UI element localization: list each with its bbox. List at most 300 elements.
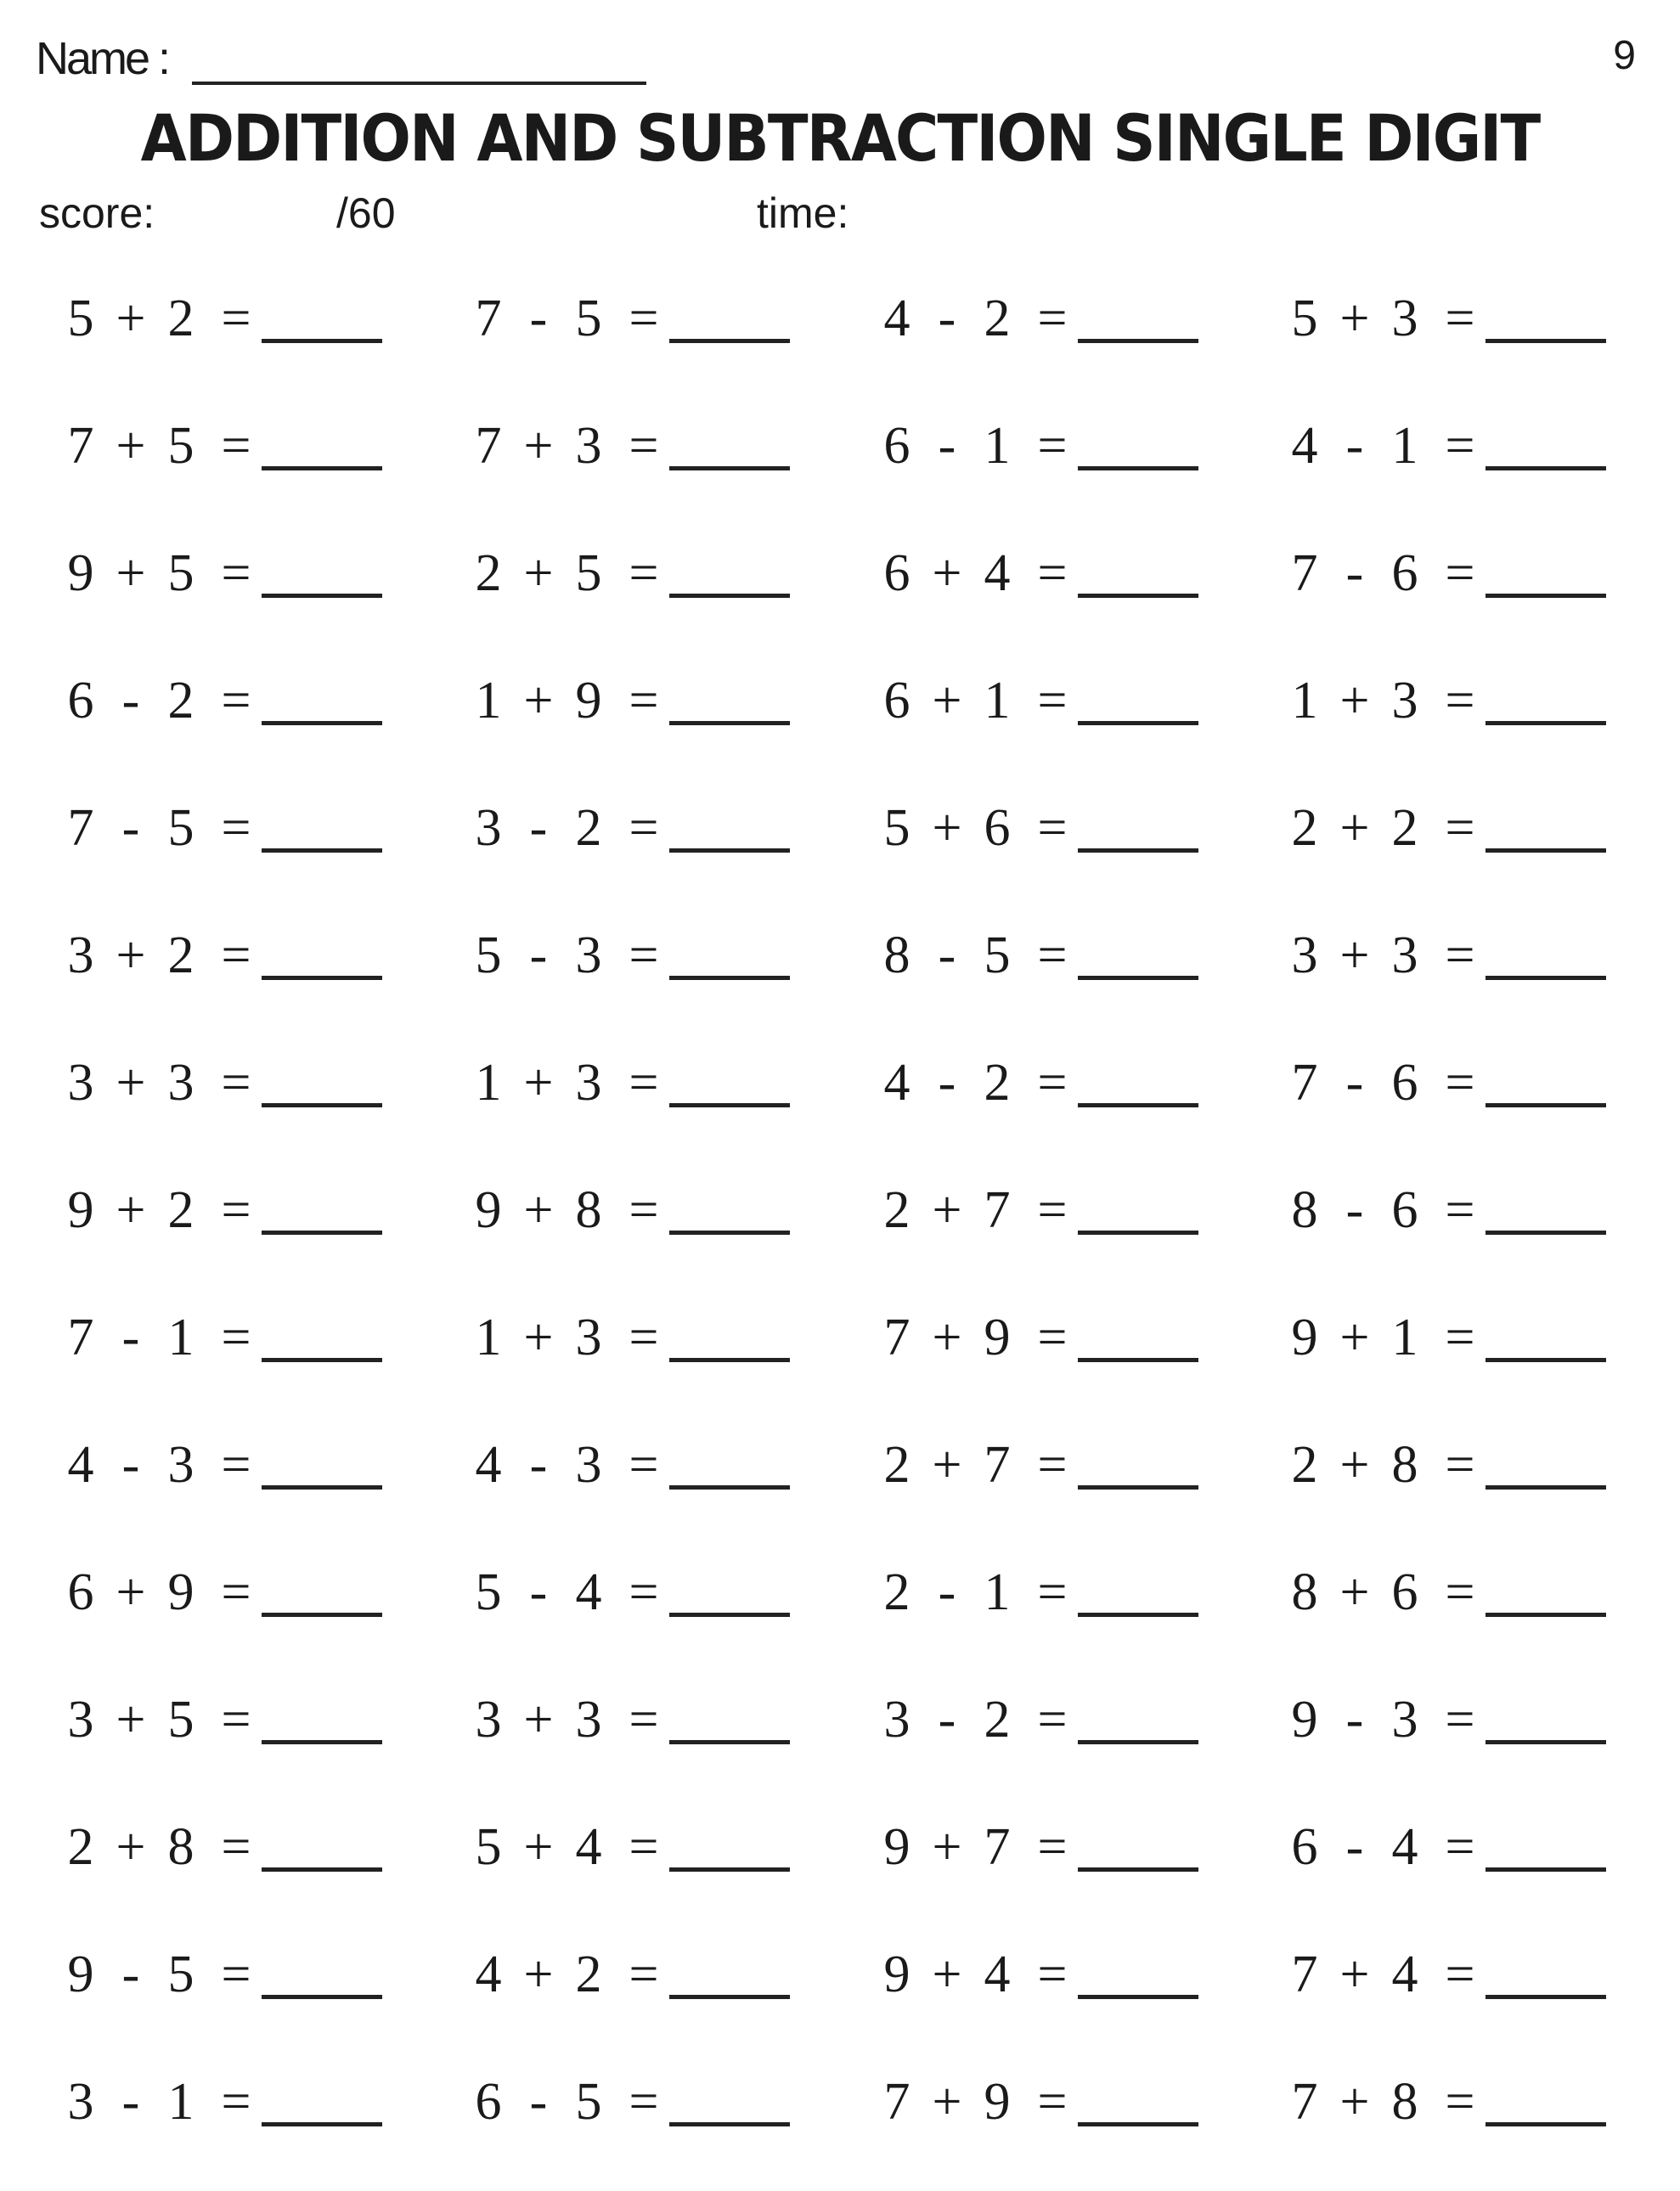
name-field-row	[36, 32, 646, 85]
operand-a: 7	[67, 416, 94, 475]
equals-sign: =	[1445, 671, 1475, 729]
equals-sign: =	[629, 544, 659, 602]
answer-blank[interactable]	[262, 2078, 382, 2126]
operator: -	[1345, 1053, 1364, 1112]
operator: +	[1339, 1945, 1370, 2003]
equals-sign: =	[1037, 1817, 1068, 1876]
problem	[469, 535, 790, 611]
equals-sign: =	[1445, 1053, 1475, 1112]
operand-b: 3	[575, 416, 602, 475]
operand-b: 3	[575, 926, 602, 984]
answer-blank[interactable]	[262, 295, 382, 343]
operator: -	[529, 926, 548, 984]
equals-sign: =	[629, 1817, 659, 1876]
operand-b: 3	[575, 1308, 602, 1366]
equals-sign: =	[1037, 1435, 1068, 1494]
answer-blank[interactable]	[669, 1823, 790, 1872]
operand-b: 3	[575, 1053, 602, 1112]
operand-b: 2	[167, 1180, 194, 1239]
operator: -	[1345, 416, 1364, 475]
equals-sign: =	[221, 1690, 251, 1749]
problem	[1285, 662, 1606, 739]
answer-blank[interactable]	[1486, 677, 1606, 725]
equals-sign: =	[1037, 2072, 1068, 2131]
operand-a: 7	[475, 416, 502, 475]
operator: -	[121, 798, 140, 857]
problem	[877, 280, 1198, 357]
operand-a: 7	[883, 2072, 910, 2131]
operator: -	[938, 1563, 956, 1621]
operator: +	[523, 1690, 554, 1749]
answer-blank[interactable]	[1078, 295, 1198, 343]
operand-b: 4	[984, 1945, 1011, 2003]
operand-a: 3	[67, 926, 94, 984]
equals-sign: =	[1445, 926, 1475, 984]
problem-row	[0, 790, 1680, 917]
operand-a: 7	[67, 1308, 94, 1366]
answer-blank[interactable]	[1486, 1314, 1606, 1362]
equals-sign: =	[1445, 1817, 1475, 1876]
operator: +	[523, 1308, 554, 1366]
operand-a: 2	[883, 1435, 910, 1494]
problem	[469, 1045, 790, 1121]
equals-sign: =	[629, 2072, 659, 2131]
operand-b: 1	[167, 1308, 194, 1366]
equals-sign: =	[221, 1435, 251, 1494]
time-label: time:	[757, 189, 849, 237]
operand-a: 6	[883, 544, 910, 602]
operand-b: 6	[1391, 1563, 1418, 1621]
operand-a: 3	[475, 1690, 502, 1749]
equals-sign: =	[1445, 1180, 1475, 1239]
problem	[1285, 1045, 1606, 1121]
operand-a: 2	[67, 1817, 94, 1876]
problem	[877, 1299, 1198, 1376]
answer-blank[interactable]	[669, 677, 790, 725]
operand-a: 3	[67, 2072, 94, 2131]
answer-blank[interactable]	[669, 932, 790, 980]
equals-sign: =	[221, 1053, 251, 1112]
equals-sign: =	[1445, 289, 1475, 347]
operator: -	[529, 1435, 548, 1494]
operand-b: 2	[575, 1945, 602, 2003]
operator: +	[1339, 1308, 1370, 1366]
equals-sign: =	[629, 1053, 659, 1112]
answer-blank[interactable]	[1486, 1186, 1606, 1235]
operand-a: 1	[1291, 671, 1318, 729]
operand-a: 8	[1291, 1180, 1318, 1239]
problem	[61, 408, 382, 484]
problem	[61, 790, 382, 866]
operand-b: 5	[167, 544, 194, 602]
operand-b: 3	[1391, 671, 1418, 729]
operator: +	[523, 1053, 554, 1112]
answer-blank[interactable]	[1078, 1823, 1198, 1872]
answer-blank[interactable]	[262, 932, 382, 980]
equals-sign: =	[629, 671, 659, 729]
problem	[1285, 790, 1606, 866]
operator: +	[1339, 2072, 1370, 2131]
answer-blank[interactable]	[669, 549, 790, 598]
problem	[469, 1172, 790, 1248]
equals-sign: =	[1445, 416, 1475, 475]
operand-a: 9	[1291, 1308, 1318, 1366]
operand-a: 6	[883, 416, 910, 475]
answer-blank[interactable]	[669, 1059, 790, 1107]
answer-blank[interactable]	[1486, 1696, 1606, 1744]
operator: +	[932, 798, 962, 857]
problem	[469, 2064, 790, 2140]
operand-a: 9	[883, 1817, 910, 1876]
operator: -	[121, 671, 140, 729]
problem	[61, 1809, 382, 1885]
equals-sign: =	[221, 289, 251, 347]
operand-b: 2	[984, 1053, 1011, 1112]
operand-b: 3	[575, 1435, 602, 1494]
operand-b: 8	[1391, 2072, 1418, 2131]
answer-blank[interactable]	[262, 1569, 382, 1617]
equals-sign: =	[221, 1817, 251, 1876]
problem	[1285, 535, 1606, 611]
operand-a: 9	[67, 1945, 94, 2003]
answer-blank[interactable]	[1486, 1951, 1606, 1999]
operator: -	[1345, 1180, 1364, 1239]
equals-sign: =	[221, 798, 251, 857]
answer-blank[interactable]	[1486, 549, 1606, 598]
equals-sign: =	[1037, 671, 1068, 729]
operator: +	[523, 1180, 554, 1239]
operator: +	[1339, 926, 1370, 984]
equals-sign: =	[221, 416, 251, 475]
operand-a: 6	[1291, 1817, 1318, 1876]
operand-b: 3	[1391, 289, 1418, 347]
problem	[877, 917, 1198, 994]
operand-a: 1	[475, 1053, 502, 1112]
equals-sign: =	[221, 544, 251, 602]
answer-blank[interactable]	[1078, 422, 1198, 470]
operand-a: 5	[67, 289, 94, 347]
answer-blank[interactable]	[1078, 1314, 1198, 1362]
score-total: /60	[336, 189, 396, 237]
answer-blank[interactable]	[1078, 932, 1198, 980]
problem-row	[0, 1554, 1680, 1681]
problem	[1285, 1299, 1606, 1376]
operand-b: 4	[1391, 1817, 1418, 1876]
operator: -	[529, 289, 548, 347]
answer-blank[interactable]	[262, 677, 382, 725]
operand-b: 5	[167, 416, 194, 475]
problem	[1285, 408, 1606, 484]
equals-sign: =	[1037, 1308, 1068, 1366]
problem	[1285, 1427, 1606, 1503]
problem	[877, 662, 1198, 739]
operator: +	[932, 671, 962, 729]
operator: +	[932, 2072, 962, 2131]
problem	[469, 1427, 790, 1503]
operator: +	[932, 1817, 962, 1876]
operand-a: 6	[67, 671, 94, 729]
operand-b: 5	[575, 2072, 602, 2131]
operand-b: 2	[1391, 798, 1418, 857]
operator: +	[1339, 798, 1370, 857]
operand-a: 5	[1291, 289, 1318, 347]
operand-b: 2	[984, 1690, 1011, 1749]
operand-a: 1	[475, 1308, 502, 1366]
operand-a: 9	[883, 1945, 910, 2003]
answer-blank[interactable]	[1486, 1823, 1606, 1872]
problem	[61, 1045, 382, 1121]
answer-blank[interactable]	[262, 1823, 382, 1872]
operand-b: 2	[167, 671, 194, 729]
answer-blank[interactable]	[1078, 1441, 1198, 1490]
answer-blank[interactable]	[669, 1186, 790, 1235]
operator: -	[121, 1435, 140, 1494]
equals-sign: =	[1445, 798, 1475, 857]
operand-b: 1	[1391, 1308, 1418, 1366]
operator: +	[1339, 289, 1370, 347]
problem	[877, 790, 1198, 866]
problem	[61, 1299, 382, 1376]
operator: +	[116, 544, 146, 602]
problem	[61, 2064, 382, 2140]
answer-blank[interactable]	[262, 1059, 382, 1107]
equals-sign: =	[1037, 926, 1068, 984]
operand-a: 2	[1291, 1435, 1318, 1494]
operand-a: 5	[475, 1563, 502, 1621]
answer-blank[interactable]	[1078, 1186, 1198, 1235]
operator: +	[523, 416, 554, 475]
answer-blank[interactable]	[669, 422, 790, 470]
operand-a: 3	[67, 1053, 94, 1112]
operand-b: 2	[167, 926, 194, 984]
problem	[877, 1172, 1198, 1248]
answer-blank[interactable]	[669, 2078, 790, 2126]
answer-blank[interactable]	[1486, 1569, 1606, 1617]
operand-a: 2	[883, 1180, 910, 1239]
answer-blank[interactable]	[1486, 422, 1606, 470]
operand-b: 1	[167, 2072, 194, 2131]
operand-a: 3	[883, 1690, 910, 1749]
equals-sign: =	[1037, 1945, 1068, 2003]
problem-row	[0, 917, 1680, 1045]
operator: +	[932, 544, 962, 602]
equals-sign: =	[629, 1945, 659, 2003]
operand-b: 6	[984, 798, 1011, 857]
problem	[1285, 2064, 1606, 2140]
operand-a: 2	[1291, 798, 1318, 857]
operand-a: 4	[67, 1435, 94, 1494]
answer-blank[interactable]	[1486, 2078, 1606, 2126]
operator: -	[938, 1053, 956, 1112]
problem	[877, 1681, 1198, 1758]
answer-blank[interactable]	[1486, 295, 1606, 343]
problem-row	[0, 408, 1680, 535]
problem	[1285, 917, 1606, 994]
operand-b: 3	[575, 1690, 602, 1749]
answer-blank[interactable]	[262, 804, 382, 853]
operand-a: 4	[883, 1053, 910, 1112]
operand-a: 7	[1291, 1053, 1318, 1112]
operand-b: 5	[167, 1945, 194, 2003]
answer-blank[interactable]	[262, 1186, 382, 1235]
operator: -	[938, 1690, 956, 1749]
operand-a: 9	[67, 544, 94, 602]
operand-a: 5	[475, 1817, 502, 1876]
answer-blank[interactable]	[262, 422, 382, 470]
problem	[469, 280, 790, 357]
problem	[469, 1299, 790, 1376]
equals-sign: =	[629, 1180, 659, 1239]
operand-a: 5	[475, 926, 502, 984]
problem	[61, 917, 382, 994]
answer-blank[interactable]	[1486, 1059, 1606, 1107]
problem	[61, 1427, 382, 1503]
equals-sign: =	[221, 1563, 251, 1621]
operand-b: 2	[575, 798, 602, 857]
problem	[1285, 1936, 1606, 2013]
answer-blank[interactable]	[262, 1951, 382, 1999]
answer-blank[interactable]	[669, 804, 790, 853]
problem-row	[0, 1427, 1680, 1554]
problem	[469, 662, 790, 739]
problem	[877, 1045, 1198, 1121]
operator: +	[932, 1180, 962, 1239]
operand-b: 6	[1391, 1180, 1418, 1239]
answer-blank[interactable]	[1486, 1441, 1606, 1490]
operand-b: 2	[167, 289, 194, 347]
answer-blank[interactable]	[669, 1441, 790, 1490]
answer-blank[interactable]	[1078, 1951, 1198, 1999]
equals-sign: =	[1445, 1945, 1475, 2003]
operator: +	[932, 1435, 962, 1494]
operand-a: 7	[1291, 544, 1318, 602]
operand-b: 9	[167, 1563, 194, 1621]
operand-b: 8	[1391, 1435, 1418, 1494]
equals-sign: =	[221, 1308, 251, 1366]
equals-sign: =	[629, 926, 659, 984]
answer-blank[interactable]	[669, 1569, 790, 1617]
problem	[1285, 280, 1606, 357]
answer-blank[interactable]	[669, 1951, 790, 1999]
operator: -	[121, 1308, 140, 1366]
answer-blank[interactable]	[1078, 1059, 1198, 1107]
operator: +	[116, 416, 146, 475]
operand-b: 6	[1391, 1053, 1418, 1112]
problem-row	[0, 1681, 1680, 1809]
operand-b: 5	[167, 1690, 194, 1749]
operand-b: 5	[575, 289, 602, 347]
operand-b: 7	[984, 1180, 1011, 1239]
problem-row	[0, 662, 1680, 790]
operand-a: 3	[475, 798, 502, 857]
equals-sign: =	[629, 289, 659, 347]
answer-blank[interactable]	[1486, 804, 1606, 853]
operand-a: 7	[1291, 2072, 1318, 2131]
problem-row	[0, 280, 1680, 408]
operator: +	[523, 1945, 554, 2003]
operand-b: 3	[1391, 926, 1418, 984]
answer-blank[interactable]	[1078, 1569, 1198, 1617]
answer-blank[interactable]	[1078, 2078, 1198, 2126]
problem-row	[0, 535, 1680, 662]
equals-sign: =	[1037, 1053, 1068, 1112]
problem	[61, 1936, 382, 2013]
problem	[469, 1936, 790, 2013]
operand-a: 1	[475, 671, 502, 729]
operator: +	[116, 926, 146, 984]
equals-sign: =	[629, 1308, 659, 1366]
operand-b: 4	[575, 1817, 602, 1876]
answer-blank[interactable]	[262, 1314, 382, 1362]
operand-b: 1	[984, 1563, 1011, 1621]
equals-sign: =	[629, 1690, 659, 1749]
equals-sign: =	[1037, 1563, 1068, 1621]
operand-b: 8	[167, 1817, 194, 1876]
equals-sign: =	[1037, 798, 1068, 857]
equals-sign: =	[1037, 1690, 1068, 1749]
equals-sign: =	[1445, 1563, 1475, 1621]
problem-row	[0, 1299, 1680, 1427]
problem	[61, 662, 382, 739]
equals-sign: =	[1445, 544, 1475, 602]
operator: +	[116, 289, 146, 347]
name-blank[interactable]	[192, 32, 646, 85]
problem	[61, 535, 382, 611]
problem	[877, 1554, 1198, 1631]
equals-sign: =	[629, 798, 659, 857]
operand-a: 4	[1291, 416, 1318, 475]
answer-blank[interactable]	[1486, 932, 1606, 980]
problem-row	[0, 1172, 1680, 1299]
answer-blank[interactable]	[262, 1441, 382, 1490]
problem	[877, 1936, 1198, 2013]
operator: -	[1345, 544, 1364, 602]
operand-b: 2	[984, 289, 1011, 347]
operand-a: 6	[475, 2072, 502, 2131]
answer-blank[interactable]	[1078, 549, 1198, 598]
problem	[469, 917, 790, 994]
operand-a: 8	[1291, 1563, 1318, 1621]
operator: -	[121, 1945, 140, 2003]
problem	[1285, 1172, 1606, 1248]
operand-b: 9	[984, 2072, 1011, 2131]
operator: +	[523, 1817, 554, 1876]
operand-b: 8	[575, 1180, 602, 1239]
operand-b: 1	[984, 671, 1011, 729]
operand-a: 7	[67, 798, 94, 857]
answer-blank[interactable]	[669, 1696, 790, 1744]
answer-blank[interactable]	[669, 1314, 790, 1362]
equals-sign: =	[1037, 544, 1068, 602]
answer-blank[interactable]	[262, 549, 382, 598]
problem-row	[0, 1936, 1680, 2064]
operator: +	[116, 1690, 146, 1749]
answer-blank[interactable]	[1078, 677, 1198, 725]
answer-blank[interactable]	[262, 1696, 382, 1744]
operand-a: 7	[883, 1308, 910, 1366]
problem	[469, 1681, 790, 1758]
problem	[61, 280, 382, 357]
score-label: score:	[39, 189, 155, 237]
answer-blank[interactable]	[1078, 804, 1198, 853]
operand-a: 6	[883, 671, 910, 729]
problem	[877, 1427, 1198, 1503]
answer-blank[interactable]	[669, 295, 790, 343]
answer-blank[interactable]	[1078, 1696, 1198, 1744]
equals-sign: =	[629, 1563, 659, 1621]
equals-sign: =	[1445, 1435, 1475, 1494]
problem-row	[0, 1045, 1680, 1172]
